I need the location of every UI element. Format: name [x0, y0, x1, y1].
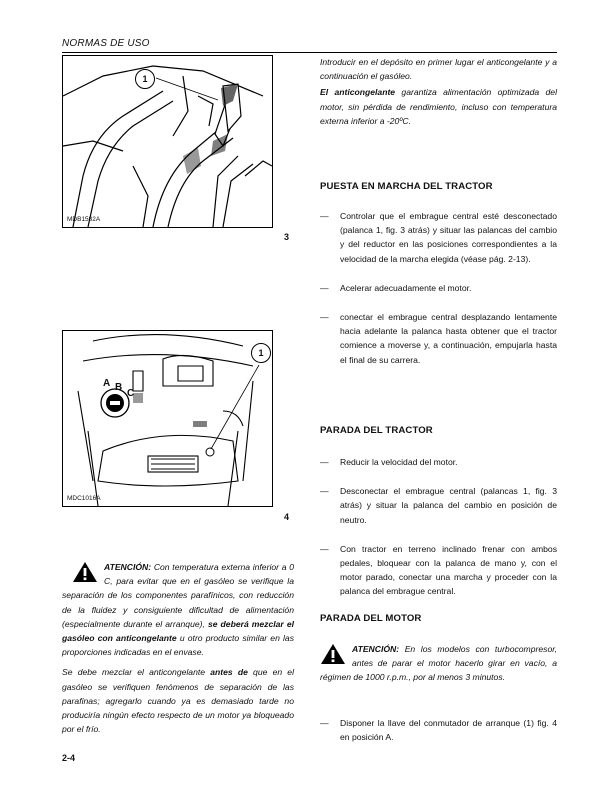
list-item-text: Reducir la velocidad del motor.	[340, 457, 458, 467]
left-warning-bold: se deberá mezclar el gasóleo con anticongelante	[62, 618, 294, 644]
figure-4-label-b: B	[115, 382, 123, 393]
section-title-puesta-en-marcha: PUESTA EN MARCHA DEL TRACTOR	[320, 181, 493, 192]
right-warning	[320, 642, 557, 685]
dash: —	[320, 211, 329, 221]
figure-3-code: MDB1582A	[67, 216, 101, 223]
left-para-2-text1: Se debe mezclar el anticongelante	[62, 667, 211, 678]
page-number: 2-4	[62, 753, 76, 763]
list-item-text: Disponer la llave del conmutador de arranque (1) fig. 4 en posición A.	[340, 718, 557, 743]
warning-icon	[320, 643, 346, 665]
figure-4-label-a: A	[103, 378, 111, 389]
left-warning-text1: Con temperatura externa inferior a 0	[151, 562, 294, 572]
list-item	[320, 310, 557, 367]
left-warning-text3: u otro producto similar en las proporciones indicadas en el envase.	[62, 633, 294, 658]
page-header: NORMAS DE USO	[62, 38, 150, 49]
list-item	[320, 716, 557, 744]
right-warning-label: ATENCIÓN:	[352, 644, 400, 654]
right-intro-2-bold: El anticongelante	[320, 87, 396, 98]
figure-3-number: 3	[284, 232, 290, 242]
figure-3	[62, 55, 273, 228]
figure-3-callout-1: 1	[135, 69, 155, 89]
right-warning-text: En los modelos con turbocompresor, antes de parar el motor hacerlo girar en vacío, a régimen de 1000 r.p.m., por al menos 3 minutos.	[320, 644, 557, 683]
figure-3-illustration	[63, 56, 272, 227]
dash: —	[320, 486, 329, 497]
section-title-parada-motor: PARADA DEL MOTOR	[320, 613, 422, 624]
figure-4-number: 4	[284, 512, 290, 522]
figure-4	[62, 330, 273, 507]
left-warning-text2: C, para evitar que en el gasóleo se verifique la separación de los componentes parafínicos, con reducción de la fluidez y consiguiente dificultad de alimentación (especialmente durante el arranque),	[62, 576, 294, 629]
figure-4-illustration	[63, 331, 272, 506]
section-title-parada-tractor: PARADA DEL TRACTOR	[320, 425, 433, 436]
dash: —	[320, 718, 329, 728]
dash: —	[320, 282, 329, 293]
header-rule	[62, 52, 557, 53]
left-column	[62, 560, 294, 736]
section-parada-tractor-list	[320, 455, 557, 599]
list-item-text: Con tractor en terreno inclinado frenar con ambos pedales, bloquear con la palanca de mano y, con el motor parado, conectar una marcha y proceder con la palanca del embrague central.	[340, 543, 557, 597]
list-item	[320, 281, 557, 295]
list-item-text: Controlar que el embrague central esté desconectado (palanca 1, fig. 3 atrás) y situar las palancas del cambio y del reductor en las posiciones correspondientes a la velocidad de la marcha elegida (véase pág. 2-13).	[340, 211, 557, 264]
warning-icon	[72, 561, 98, 583]
left-para-2	[62, 665, 294, 736]
list-item	[320, 455, 557, 469]
list-item	[320, 209, 557, 266]
list-item	[320, 484, 557, 527]
dash: —	[320, 457, 329, 467]
left-warning-label: ATENCIÓN:	[104, 562, 152, 572]
dash: —	[320, 312, 329, 323]
right-intro-2-text: garantiza alimentación optimizada del motor, sin pérdida de rendimiento, incluso con temperatura externa inferior a -20ºC.	[320, 87, 557, 126]
left-para-2-text2: que en el gasóleo se verifiquen fenómenos de separación de las parafinas; agregarlo cuando ya es demasiado tarde no produciría ningún efecto respecto de un motor ya bloqueado por el frío.	[62, 667, 294, 735]
section-parada-motor-list	[320, 716, 557, 744]
right-intro-1: Introducir en el depósito en primer lugar el anticongelante y a continuación el gasóleo.	[320, 57, 557, 82]
list-item-text: Desconectar el embrague central (palancas 1, fig. 3 atrás) y situar la palanca del cambio en posición de neutro.	[340, 486, 557, 525]
list-item-text: conectar el embrague central desplazando lentamente hacia adelante la palanca hasta obtener que el tractor comience a moverse y, a continuación, empujarla hasta el final de su carrera.	[340, 312, 557, 365]
section-puesta-en-marcha-list	[320, 209, 557, 367]
figure-4-code: MDC1016A	[67, 495, 101, 502]
left-para-2-bold: antes de	[210, 667, 248, 678]
figure-4-label-c: C	[127, 388, 135, 399]
left-warning	[62, 560, 294, 659]
dash: —	[320, 543, 329, 554]
list-item	[320, 542, 557, 599]
list-item-text: Acelerar adecuadamente el motor.	[340, 282, 472, 293]
right-column	[320, 55, 557, 128]
right-intro-2	[320, 85, 557, 128]
figure-4-callout-1: 1	[251, 343, 271, 363]
